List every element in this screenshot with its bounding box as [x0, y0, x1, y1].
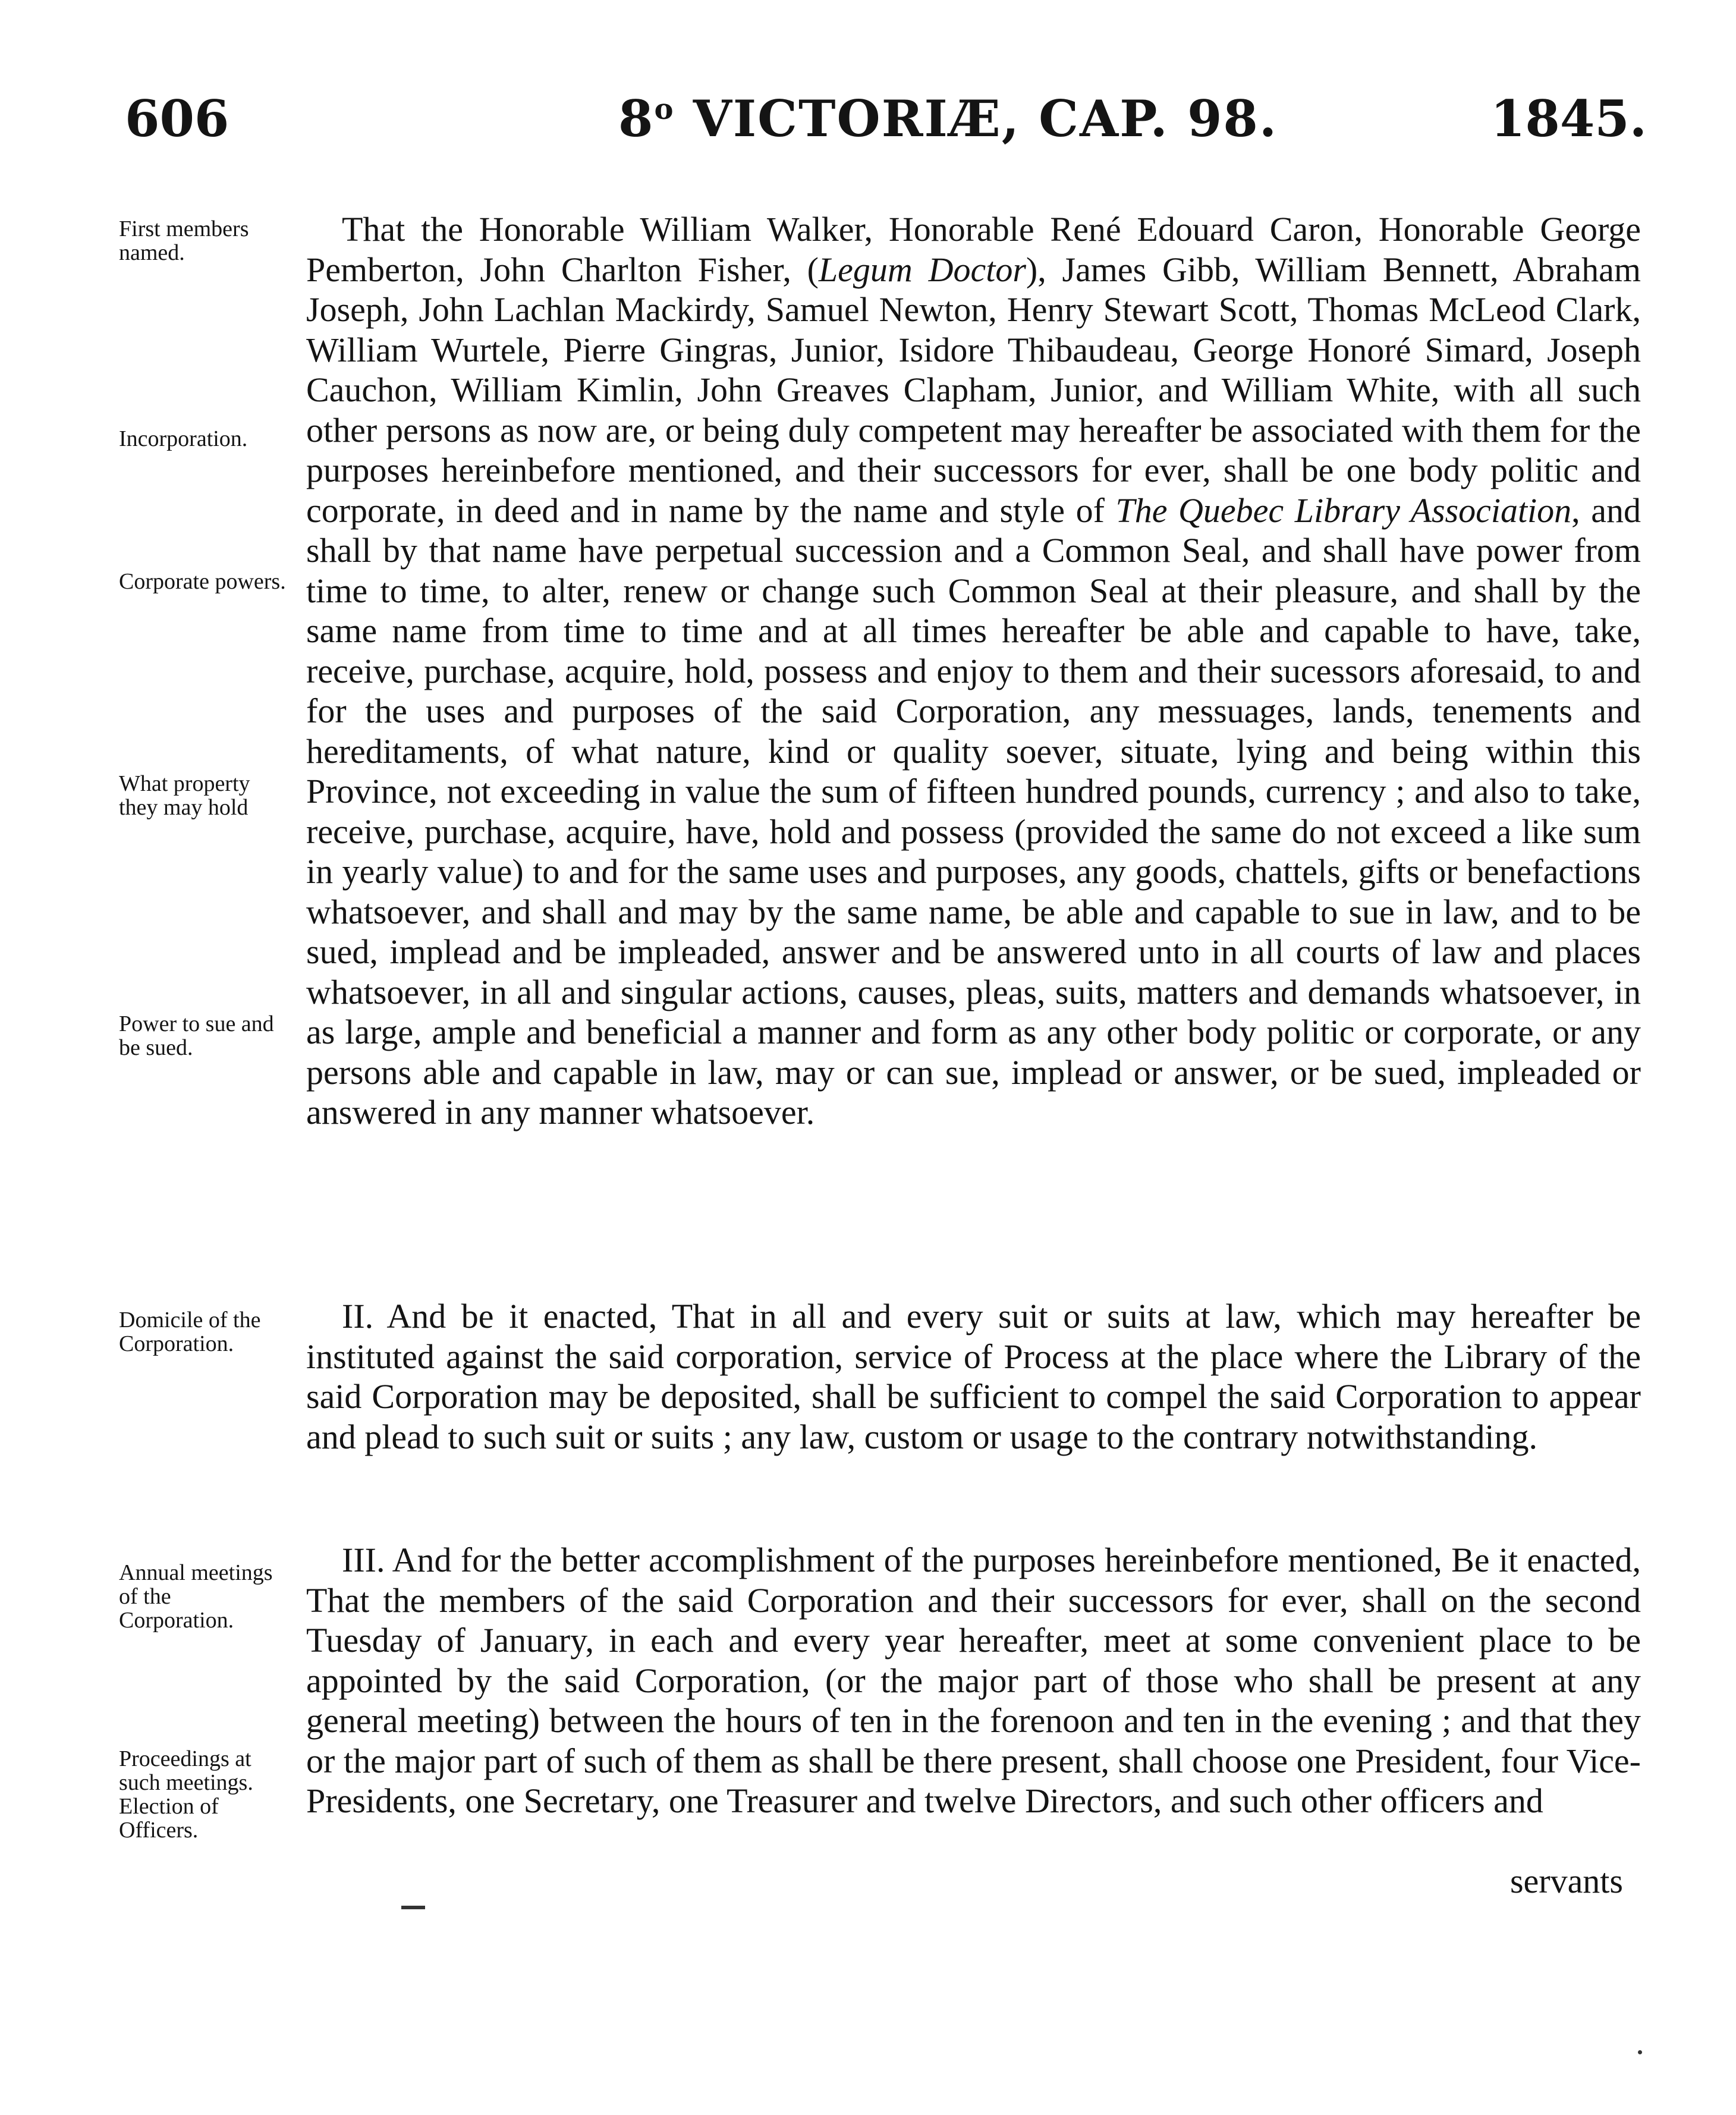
margin-note-incorporation: Incorporation.: [119, 426, 248, 451]
title-superscript: o: [654, 93, 675, 126]
corporation-name: The Quebec Library Association: [1115, 491, 1572, 530]
margin-note-property: What property they may hold: [119, 771, 250, 820]
chapter-title: [618, 89, 1278, 148]
legum-doctor: Legum Doctor: [818, 250, 1026, 289]
year: 1845.: [1490, 89, 1647, 148]
print-blemish: [401, 1906, 425, 1909]
margin-note-corporate-powers: Corporate powers.: [119, 569, 286, 594]
title-regnal-year: 8: [618, 89, 655, 148]
section-2-paragraph: II. And be it enacted, That in all and every suit or suits at law, which may hereafter be instituted against the said corporation, service of Process at the place where the Library of the said Corporation may be deposited, shall be sufficient to compel the said Corporation to appear and plead to such suit or suits ; any law, custom or usage to the contrary notwithstanding.: [306, 1297, 1641, 1456]
section-1-text-c: , and shall by that name have perpetual succession and a Common Seal, and shall have power from time to time, to alter, renew or change such Common Seal at their pleasure, and shall by the same name from time to time and at all times hereafter be able and capable to have, take, receive, purchase, acquire, hold, possess and enjoy to them and their sucessors aforesaid, to and for the uses and purposes of the said Corporation, any messuages, lands, tenements and hereditaments, of what nature, kind or quality soever, situate, lying and being within this Province, not exceeding in value the sum of fifteen hundred pounds, currency ; and also to take, receive, purchase, acquire, have, hold and possess (provided the same do not exceed a like sum in yearly value) to and for the same uses and purposes, any goods, chattels, gifts or benefactions whatsoever, and shall and may by the same name, be able and capable to sue in law, and to be sued, implead and be impleaded, answer and be answered unto in all courts of law and places whatsoever, in all and singular actions, causes, pleas, suits, matters and demands whatsoever, in as large, ample and beneficial a manner and form as any other body politic or corporate, or any persons able and capable in law, may or can sue, implead or answer, or be sued, impleaded or answered in any manner whatsoever.: [306, 491, 1641, 1132]
section-1-paragraph: [306, 209, 1641, 1133]
print-speck: [1638, 2050, 1642, 2054]
margin-note-annual-meetings: Annual meetings of the Corporation.: [119, 1560, 273, 1633]
catchword: servants: [1509, 1862, 1623, 1900]
margin-note-first-members: First members named.: [119, 216, 249, 265]
section-1-text-a: That the Honorable William Walker, Honorable René Edouard Caron, Honorable George Pemberton, John Charlton Fisher, (: [306, 210, 1641, 289]
page-number: 606: [125, 89, 229, 148]
section-3-paragraph: III. And for the better accomplishment of the purposes hereinbefore mentioned, Be it enacted, That the members of the said Corporation and their successors for ever, shall on the second Tuesday of January, in each and every year hereafter, meet at some convenient place to be appointed by the said Corporation, (or the major part of those who shall be present at any general meeting) between the hours of ten in the forenoon and ten in the evening ; and that they or the major part of such of them as shall be there present, shall choose one President, four Vice-Presidents, one Secretary, one Treasurer and twelve Directors, and such other officers and: [306, 1541, 1641, 1820]
title-main: VICTORIÆ, CAP. 98.: [674, 89, 1278, 148]
section-1-text-b: ), James Gibb, William Bennett, Abraham Joseph, John Lachlan Mackirdy, Samuel Newton, Henry Stewart Scott, Thomas McLeod Clark, William Wurtele, Pierre Gingras, Junior, Isidore Thibaudeau, George Honoré Simard, Joseph Cauchon, William Kimlin, John Greaves Clapham, Junior, and William White, with all such other persons as now are, or being duly competent may hereafter be associated with them for the purposes hereinbefore mentioned, and their successors for ever, shall be one body politic and corporate, in deed and in name by the name and style of: [306, 250, 1641, 530]
running-header: [125, 89, 1647, 161]
margin-note-sue: Power to sue and be sued.: [119, 1011, 274, 1060]
margin-note-proceedings: Proceedings at such meetings. Election of Officers.: [119, 1746, 253, 1843]
margin-note-domicile: Domicile of the Corporation.: [119, 1308, 261, 1356]
